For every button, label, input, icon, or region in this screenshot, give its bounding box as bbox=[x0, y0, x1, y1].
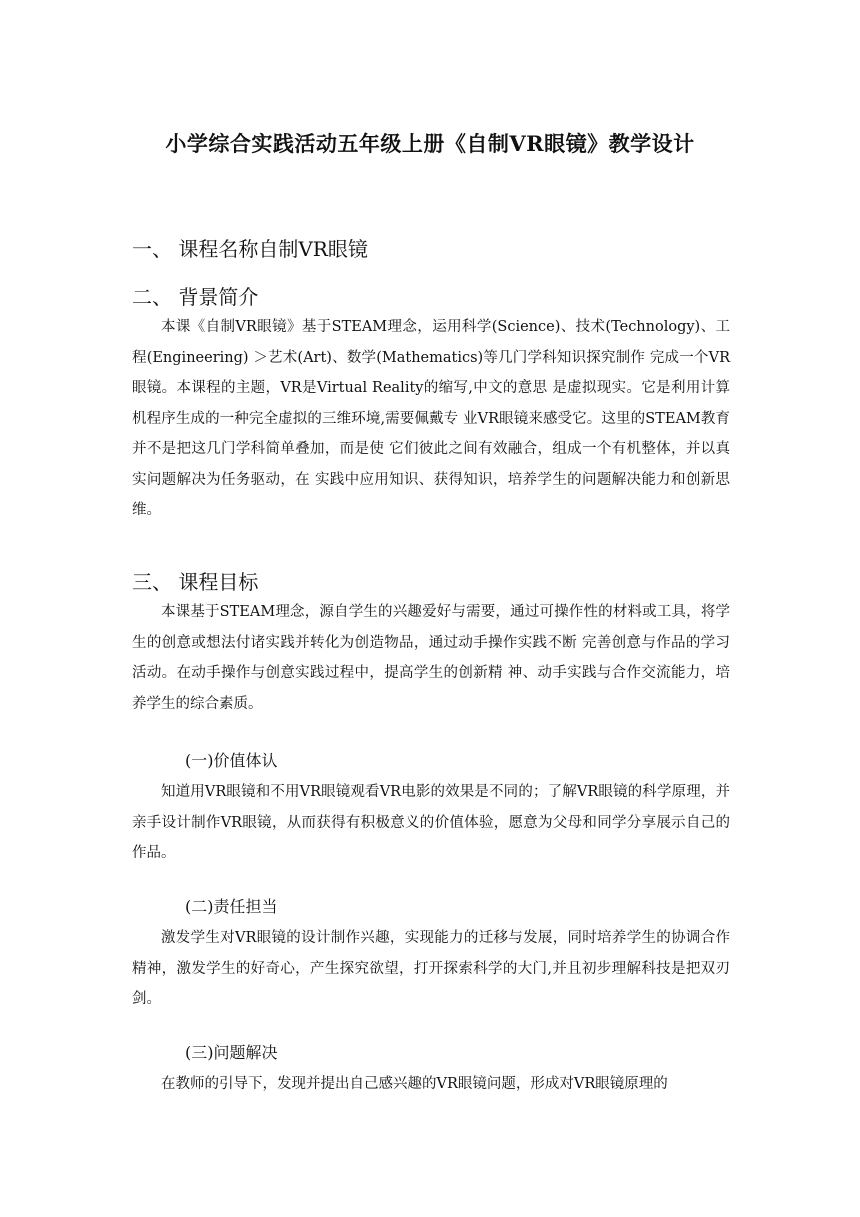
section-heading-course-name: 一、 课程名称自制VR眼镜 bbox=[132, 237, 368, 261]
subsection-heading-problem-solving: (三)问题解决 bbox=[185, 1043, 278, 1062]
responsibility-paragraph: 激发学生对VR眼镜的设计制作兴趣，实现能力的迁移与发展，同时培养学生的协调合作精神，激发学生的好奇心，产生探究欲望，打开探索科学的大门,并且初步理解科技是把双刃剑。 bbox=[132, 930, 730, 1007]
section-heading-goals: 三、 课程目标 bbox=[132, 570, 259, 594]
section-heading-background: 二、 背景简介 bbox=[132, 285, 259, 309]
subsection-heading-responsibility: (二)责任担当 bbox=[185, 897, 278, 916]
goals-paragraph: 本课基于STEAM理念，源自学生的兴趣爱好与需要，通过可操作性的材料或工具，将学生的创意或想法付诸实践并转化为创造物品，通过动手操作实践不断 完善创意与作品的学习活动。在动手操作与创意实践过程中，提高学生的创新精 神、动手实践与合作交流能力，培养学生的综合素质。 bbox=[132, 604, 730, 712]
value-paragraph: 知道用VR眼镜和不用VR眼镜观看VR电影的效果是不同的；了解VR眼镜的科学原理，并亲手设计制作VR眼镜，从而获得有积极意义的价值体验，愿意为父母和同学分享展示自己的作品。 bbox=[132, 784, 730, 861]
document-title: 小学综合实践活动五年级上册《自制VR眼镜》教学设计 bbox=[165, 131, 695, 156]
background-paragraph: 本课《自制VR眼镜》基于STEAM理念，运用科学(Science)、技术(Technology)、工程(Engineering) ＞艺术(Art)、数学(Mathematics)等几门学科知识探究制作 完成一个VR眼镜。本课程的主题，VR是Virtual Reality的缩写,中文的意思 是虚拟现实。它是利用计算机程序生成的一种完全虚拟的三维环境,需要佩戴专 业VR眼镜来感受它。这里的STEAM教育并不是把这几门学科简单叠加，而是使 它们彼此之间有效融合，组成一个有机整体，并以真实问题解决为任务驱动，在 实践中应用知识、获得知识，培养学生的问题解决能力和创新思维。 bbox=[132, 319, 730, 518]
problem-solving-paragraph: 在教师的引导下，发现并提出自己感兴趣的VR眼镜问题，形成对VR眼镜原理的 bbox=[161, 1076, 668, 1092]
subsection-heading-value: (一)价值体认 bbox=[185, 751, 278, 770]
